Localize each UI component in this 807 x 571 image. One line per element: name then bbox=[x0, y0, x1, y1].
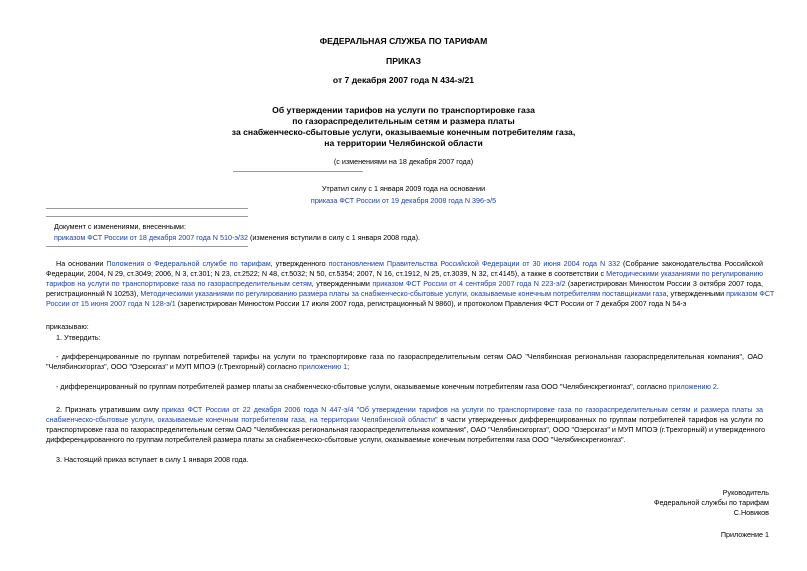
item-1-label: 1. Утвердить: bbox=[56, 333, 101, 342]
item-1-sub-2: - дифференцированный по группам потребителей размер платы за снабженческо-сбытовые услуги, оказываемые конечным потребителям газа ООО "Челябинскрегионгаз", согласно приложению 2. bbox=[56, 382, 719, 391]
appendix-1-link[interactable]: приложению 1 bbox=[298, 362, 348, 371]
changes-line bbox=[54, 233, 771, 242]
title-line-4: на территории Челябинской области bbox=[324, 138, 483, 148]
preamble-line-3: тарифов на услуги по транспортировке газа по газораспределительным сетям, утвержденными приказом ФСТ России от 4 сентября 2007 года N 223-э/2 (зарегистрирован Минюстом России 3 октября 2007 года, bbox=[46, 279, 764, 288]
divider bbox=[233, 171, 363, 172]
title-line-2: по газораспределительным сетям и размера платы bbox=[292, 116, 515, 126]
agency-name: ФЕДЕРАЛЬНАЯ СЛУЖБА ПО ТАРИФАМ bbox=[319, 36, 488, 46]
order-word: приказываю: bbox=[46, 322, 89, 331]
repeal-link[interactable]: приказа ФСТ России от 19 декабря 2008 года N 396-э/5 bbox=[310, 196, 497, 205]
preamble-line-1: На основании Положения о Федеральной службе по тарифам, утвержденного постановлением Правительства Российской Федерации от 30 июня 2004 года N 332 (Собрание законодательства Российской bbox=[56, 259, 763, 268]
status-line: Утратил силу с 1 января 2009 года на основании bbox=[321, 184, 486, 193]
repealed-order-link-cont[interactable]: снабженческо-сбытовые услуги, оказываемые конечным потребителям газа, на территории Челябинской области" bbox=[46, 415, 438, 424]
divider bbox=[46, 216, 248, 217]
item-2-line-4: дифференцированного по группам потребителей размера платы за снабженческо-сбытовые услуги, оказываемые конечным потребителям газа ООО "Челябинскрегионгаз". bbox=[46, 435, 626, 444]
signature-name: С.Новиков bbox=[733, 508, 769, 517]
government-decree-link[interactable]: постановлением Правительства Российской Федерации от 30 июня 2004 года N 332 bbox=[328, 259, 621, 268]
order-128-link[interactable]: приказом ФСТ bbox=[726, 289, 775, 298]
item-2-line-1: 2. Признать утратившим силу приказ ФСТ России от 22 декабря 2006 года N 447-э/4 "Об утверждении тарифов на услуги по транспортировке газа по газораспределительным сетям и размера платы за bbox=[56, 405, 763, 414]
preamble-line-2: Федерации, 2004, N 29, ст.3049; 2006, N 3, ст.301; N 23, ст.2522; N 48, ст.5032; N 50, ст.5354; 2007, N 16, ст.1912, N 25, ст.3039, N 32, ст.4145), а также в соответствии с Методическими указаниями по регулированию bbox=[46, 269, 763, 278]
order-223-link[interactable]: приказом ФСТ России от 4 сентября 2007 года N 223-э/2 bbox=[372, 279, 566, 288]
fee-methodology-link[interactable]: Методическими указаниями по регулированию размера платы за снабженческо-сбытовые услуги, оказываемые конечным потребителям поставщиками газа bbox=[140, 289, 667, 298]
changes-tail: (изменения вступили в силу с 1 января 2008 года). bbox=[248, 233, 420, 242]
preamble-line-5: России от 15 июня 2007 года N 128-э/1 (зарегистрирован Минюстом России 17 июля 2007 года, регистрационный N 9860), и протоколом Правления ФСТ России от 7 декабря 2007 года N 54-э bbox=[46, 299, 687, 308]
title-line-1: Об утверждении тарифов на услуги по транспортировке газа bbox=[272, 105, 535, 115]
appendix-2-link[interactable]: приложению 2 bbox=[668, 382, 717, 391]
item-2-line-2: снабженческо-сбытовые услуги, оказываемые конечным потребителям газа, на территории Челябинской области" в части утвержденных дифференцированных по группам потребителей тарифов на услуги по bbox=[46, 415, 763, 424]
divider bbox=[46, 208, 248, 209]
divider bbox=[46, 246, 248, 247]
document-date: от 7 декабря 2007 года N 434-э/21 bbox=[332, 75, 475, 85]
item-3: 3. Настоящий приказ вступает в силу 1 января 2008 года. bbox=[56, 455, 249, 464]
item-2-line-3: транспортировке газа по газораспределительным сетям ОАО "Челябинская региональная газораспределительная компания", ОАО "Челябинскгоргаз", ООО "Озерскгаз" и МУП МПОЭ (г.Трехгорный) и утвержденного bbox=[46, 425, 766, 434]
title-line-3: за снабженческо-сбытовые услуги, оказываемые конечным потребителям газа, bbox=[231, 127, 576, 137]
repealed-order-link[interactable]: приказ ФСТ России от 22 декабря 2006 года N 447-э/4 "Об утверждении тарифов на услуги по транспортировке газа по газораспределительным сетям и размера платы за bbox=[161, 405, 763, 414]
item-1-sub-1-line-2: "Челябинскгоргаз", ООО "Озерскгаз" и МУП МПОЭ (г.Трехгорный) согласно приложению 1; bbox=[46, 362, 350, 371]
changes-link[interactable]: приказом ФСТ России от 18 декабря 2007 года N 510-э/32 bbox=[54, 233, 249, 242]
signature-org: Федеральной службы по тарифам bbox=[654, 498, 769, 507]
amended-note: (с изменениями на 18 декабря 2007 года) bbox=[333, 157, 474, 166]
order-128-link-cont[interactable]: России от 15 июня 2007 года N 128-э/1 bbox=[46, 299, 176, 308]
regulation-link[interactable]: Положения о Федеральной службе по тарифам bbox=[106, 259, 271, 268]
item-1-sub-1-line-1: - дифференцированные по группам потребителей тарифы на услуги по транспортировке газа по газораспределительным сетям ОАО "Челябинская региональная газораспределительная компания", ОАО bbox=[56, 352, 763, 361]
document-type: ПРИКАЗ bbox=[386, 56, 421, 66]
signature-role: Руководитель bbox=[722, 488, 769, 497]
methodology-link-cont[interactable]: тарифов на услуги по транспортировке газа по газораспределительным сетям bbox=[46, 279, 312, 288]
preamble-line-4: регистрационный N 10253), Методическими указаниями по регулированию размера платы за снабженческо-сбытовые услуги, оказываемые конечным потребителям поставщиками газа, утвержденными приказом ФСТ bbox=[46, 289, 775, 298]
appendix-label: Приложение 1 bbox=[720, 530, 769, 539]
changes-intro: Документ с изменениями, внесенными: bbox=[54, 222, 186, 231]
methodology-link[interactable]: Методическими указаниями по регулированию bbox=[606, 269, 763, 278]
